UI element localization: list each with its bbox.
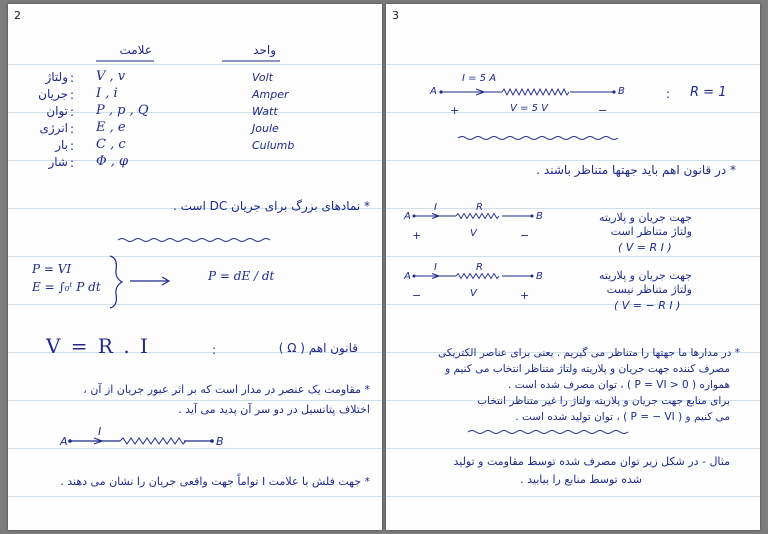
symbol-label: I , i xyxy=(96,86,118,101)
resistor-label: R xyxy=(476,262,483,273)
case2-text-line: ولتاژ متناظر نیست xyxy=(606,283,692,296)
arrow-note: * جهت فلش با علامت I تواماً جهت واقعی جریان را نشان می دهند . xyxy=(60,475,370,488)
ohm-law-formula: V = R . I xyxy=(46,334,150,358)
voltage-label: V = 5 V xyxy=(510,103,548,114)
resistor-label: R xyxy=(476,202,483,213)
unit-label: Joule xyxy=(252,122,279,135)
current-label: I xyxy=(434,262,437,273)
current-label: I xyxy=(434,202,437,213)
current-label: I = 5 A xyxy=(462,73,497,84)
resistance-value: R = 1 xyxy=(690,85,727,100)
symbol-label: C , c xyxy=(96,137,126,152)
paragraph-line: همواره ( P = VI > 0 ) ، توان مصرف شده است . xyxy=(508,379,730,391)
symbol-label: E , e xyxy=(96,120,126,135)
example-line: مثال - در شکل زیر توان مصرف شده توسط مقاومت و تولید xyxy=(453,455,730,468)
case2-text-line: جهت جریان و پلاریته xyxy=(598,269,692,282)
resistor-circuit xyxy=(8,4,382,530)
formula-energy: E = ∫₀ᵗ P dt xyxy=(32,280,101,294)
paragraph-line: مصرف کننده جهت جریان و پلاریته ولتاژ متناظر انتخاب می کنیم و xyxy=(445,363,730,375)
node-b-label: B xyxy=(536,211,543,222)
plus-sign: + xyxy=(412,229,422,242)
case1-formula: ( V = R I ) xyxy=(618,241,672,254)
voltage-label: V xyxy=(470,228,477,239)
minus-sign: − xyxy=(520,229,530,242)
symbol-label: P , p , Q xyxy=(96,103,149,118)
quantity-label: ولتاژ xyxy=(45,70,68,84)
node-b-label: B xyxy=(618,86,625,97)
case2-formula: ( V = − R I ) xyxy=(614,299,681,312)
case1-text-line: جهت جریان و پلاریته xyxy=(598,211,692,224)
right-page: 3 A B I = 5 A V = 5 V + − : R = 1 * در قانون اهم باید جهتها متناظر باشند . A B I R V + − جهت جریان و پلاریته ولتاژ متناظر است ( V = R I ) A B I R V − + جهت جریان و پلاریته ولتاژ متناظر نیست ( V = − R I ) * در مدارها ما جهتها را متناظر می گیریم . یعنی برای عناصر الکتریکی مصرف کننده جهت جریان و پلاریته ولتاژ متناظر انتخاب می کنیم و همواره ( P = VI > 0 ) ، توان مصرف شده است . برای منابع جهت جریان و پلاریته ولتاژ را غیر متناظر انتخاب می کنیم و ( P = − VI ) ، توان تولید شده است . مثال - در شکل زیر توان مصرف شده توسط مقاومت و تولید شده توسط منابع را بیابید . xyxy=(386,4,760,530)
section-divider xyxy=(386,4,760,530)
plus-sign: + xyxy=(450,104,460,117)
page-number: 2 xyxy=(14,9,21,22)
dc-note: * نمادهای بزرگ برای جریان DC است . xyxy=(172,199,370,213)
node-b-label: B xyxy=(216,435,224,448)
left-page: 2 واحد علامت ولتاژ : V , v Volt جریان : I , i Amper توان : P , p , Q Watt انرژی : E , e Joule بار : C , c Culumb شار : Φ , φ * نمادهای بزرگ برای جریان DC است . P = VI E = ∫₀ᵗ P dt P = dE / dt V = R . I : قانون اهم ( Ω ) * مقاومت یک عنصر در مدار است که بر اثر عبور جریان از آن ، اختلاف پتانسیل در دو سر آن پدید می آید . A B I * جهت فلش با علامت I تواماً جهت واقعی جریان را نشان می دهند . xyxy=(8,4,382,530)
formula-power: P = VI xyxy=(32,262,72,276)
paragraph-line: * در مدارها ما جهتها را متناظر می گیریم . یعنی برای عناصر الکتریکی xyxy=(438,347,740,359)
ohm-condition-note: * در قانون اهم باید جهتها متناظر باشند . xyxy=(536,163,736,177)
quantity-label: بار xyxy=(55,138,68,152)
table-header-symbol: علامت xyxy=(119,43,152,57)
case1-text-line: ولتاژ متناظر است xyxy=(610,225,692,238)
quantity-label: توان xyxy=(46,104,68,118)
unit-label: Volt xyxy=(252,71,273,84)
node-a-label: A xyxy=(60,435,68,448)
symbol-label: V , v xyxy=(96,69,126,84)
quantity-label: جریان xyxy=(38,87,68,101)
example-line: شده توسط منابع را بیابید . xyxy=(520,473,642,486)
current-label: I xyxy=(98,425,102,438)
plus-sign: + xyxy=(520,289,530,302)
unit-label: Culumb xyxy=(252,139,295,152)
table-header-unit: واحد xyxy=(253,43,276,57)
minus-sign: − xyxy=(598,104,608,117)
voltage-label: V xyxy=(470,288,477,299)
paragraph-line: می کنیم و ( P = − VI ) ، توان تولید شده است . xyxy=(515,411,730,423)
quantity-label: شار xyxy=(48,155,68,169)
resistance-note-line: اختلاف پتانسیل در دو سر آن پدید می آید . xyxy=(178,403,370,416)
node-a-label: A xyxy=(430,86,437,97)
node-a-label: A xyxy=(404,211,411,222)
minus-sign: − xyxy=(412,289,422,302)
resistance-note-line: * مقاومت یک عنصر در مدار است که بر اثر عبور جریان از آن ، xyxy=(83,383,370,396)
unit-label: Amper xyxy=(252,88,289,101)
symbol-label: Φ , φ xyxy=(96,154,129,169)
page-number: 3 xyxy=(392,9,399,22)
paragraph-line: برای منابع جهت جریان و پلاریته ولتاژ را غیر متناظر انتخاب xyxy=(477,395,730,407)
quantity-label: انرژی xyxy=(39,121,68,135)
ohm-law-title: قانون اهم ( Ω ) xyxy=(278,341,358,355)
node-a-label: A xyxy=(404,271,411,282)
node-b-label: B xyxy=(536,271,543,282)
unit-label: Watt xyxy=(252,105,278,118)
formula-power-derivative: P = dE / dt xyxy=(208,269,275,283)
